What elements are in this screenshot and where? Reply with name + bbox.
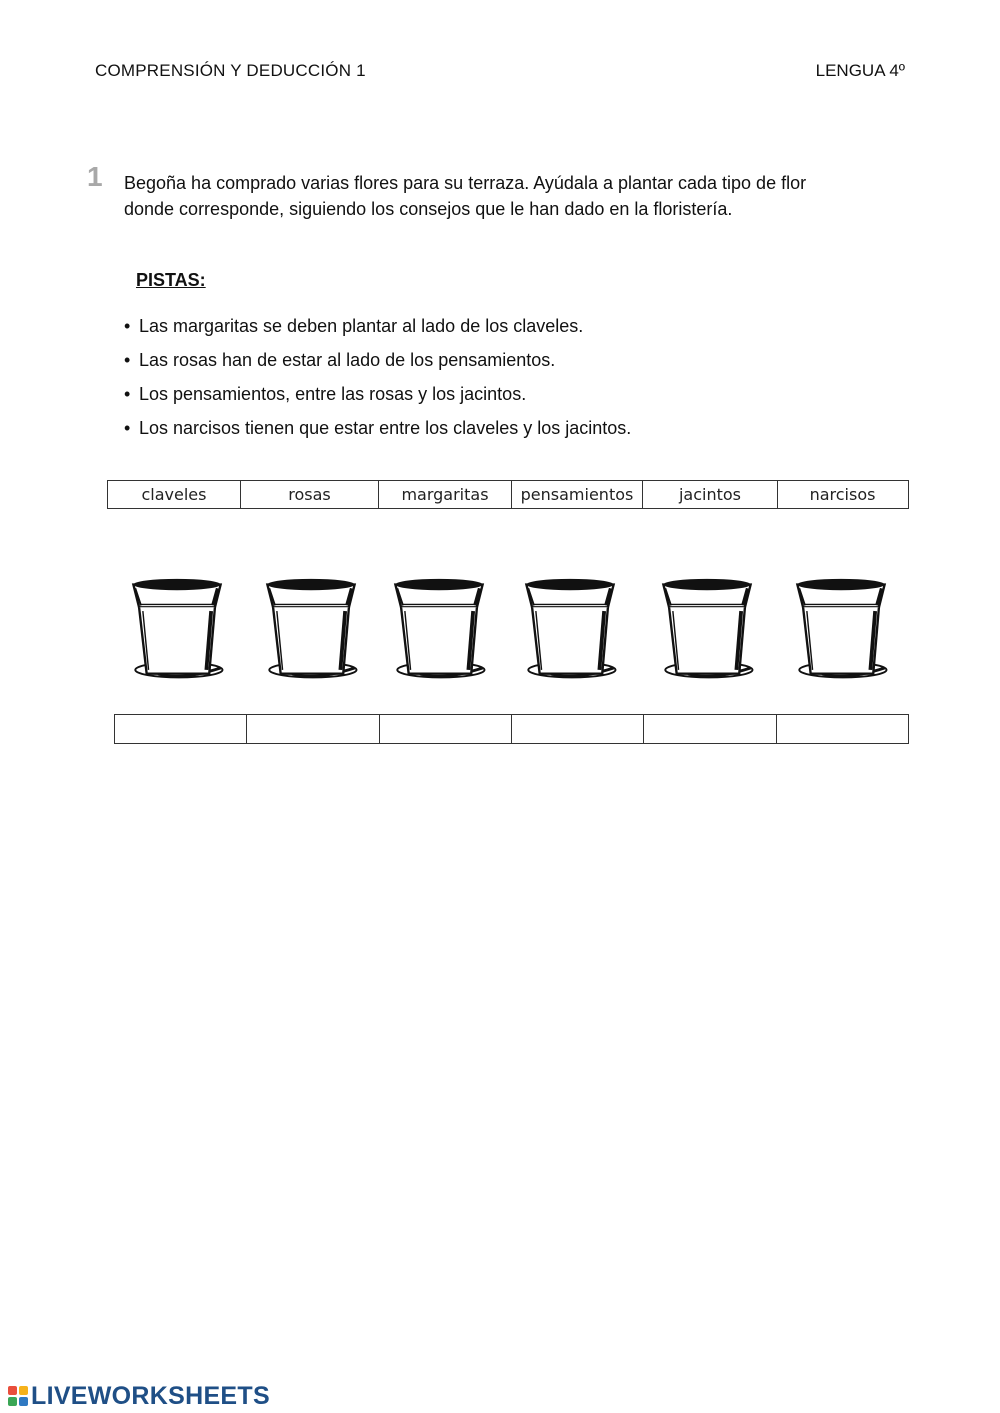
flower-pot-icon [256, 572, 366, 690]
clue-text: Los pensamientos, entre las rosas y los jacintos. [139, 384, 527, 404]
word-bank-item[interactable]: narcisos [809, 485, 876, 504]
clues-list [124, 313, 631, 449]
answer-box-2[interactable] [247, 715, 379, 743]
answer-box-6[interactable] [777, 715, 908, 743]
clues-heading: PISTAS: [136, 270, 206, 290]
worksheet-title: COMPRENSIÓN Y DEDUCCIÓN 1 [95, 61, 366, 80]
answer-row [114, 714, 909, 744]
word-bank [107, 480, 909, 509]
word-bank-item[interactable]: rosas [241, 481, 379, 508]
instructions-line-1: Begoña ha comprado varias flores para su terraza. Ayúdala a plantar cada tipo de flor [124, 173, 807, 193]
flower-pot-icon [652, 572, 762, 690]
bullet-icon: • [124, 384, 131, 404]
clue-item [124, 347, 631, 381]
bullet-icon: • [124, 418, 131, 438]
word-bank-item[interactable]: claveles [108, 481, 241, 508]
answer-box-1[interactable] [115, 715, 247, 743]
flower-pot-icon [384, 572, 494, 690]
instructions-line-2: donde corresponde, siguiendo los consejos que le han dado en la floristería. [124, 199, 733, 219]
clue-text: Las margaritas se deben plantar al lado de los claveles. [139, 316, 584, 336]
logo-mark-icon [8, 1386, 28, 1406]
word-bank-item[interactable]: pensamientos [512, 481, 643, 508]
answer-box-5[interactable] [644, 715, 776, 743]
exercise-number: 1 [87, 161, 103, 192]
flower-pot-icon [515, 572, 625, 690]
word-bank-item[interactable]: margaritas [379, 481, 512, 508]
clue-item [124, 415, 631, 449]
clue-text: Los narcisos tienen que estar entre los claveles y los jacintos. [139, 418, 632, 438]
bullet-icon: • [124, 350, 131, 370]
clue-item [124, 313, 631, 347]
word-bank-item[interactable]: jacintos [643, 481, 778, 508]
bullet-icon: • [124, 316, 131, 336]
brand-name: LIVEWORKSHEETS [31, 1381, 270, 1410]
exercise-instructions [124, 170, 914, 222]
flower-pot-icon [786, 572, 896, 690]
subject-label: LENGUA 4º [815, 61, 905, 80]
liveworksheets-logo [8, 1381, 270, 1411]
answer-box-3[interactable] [380, 715, 512, 743]
clue-item [124, 381, 631, 415]
answer-box-4[interactable] [512, 715, 644, 743]
flower-pot-icon [122, 572, 232, 690]
clue-text: Las rosas han de estar al lado de los pensamientos. [139, 350, 556, 370]
